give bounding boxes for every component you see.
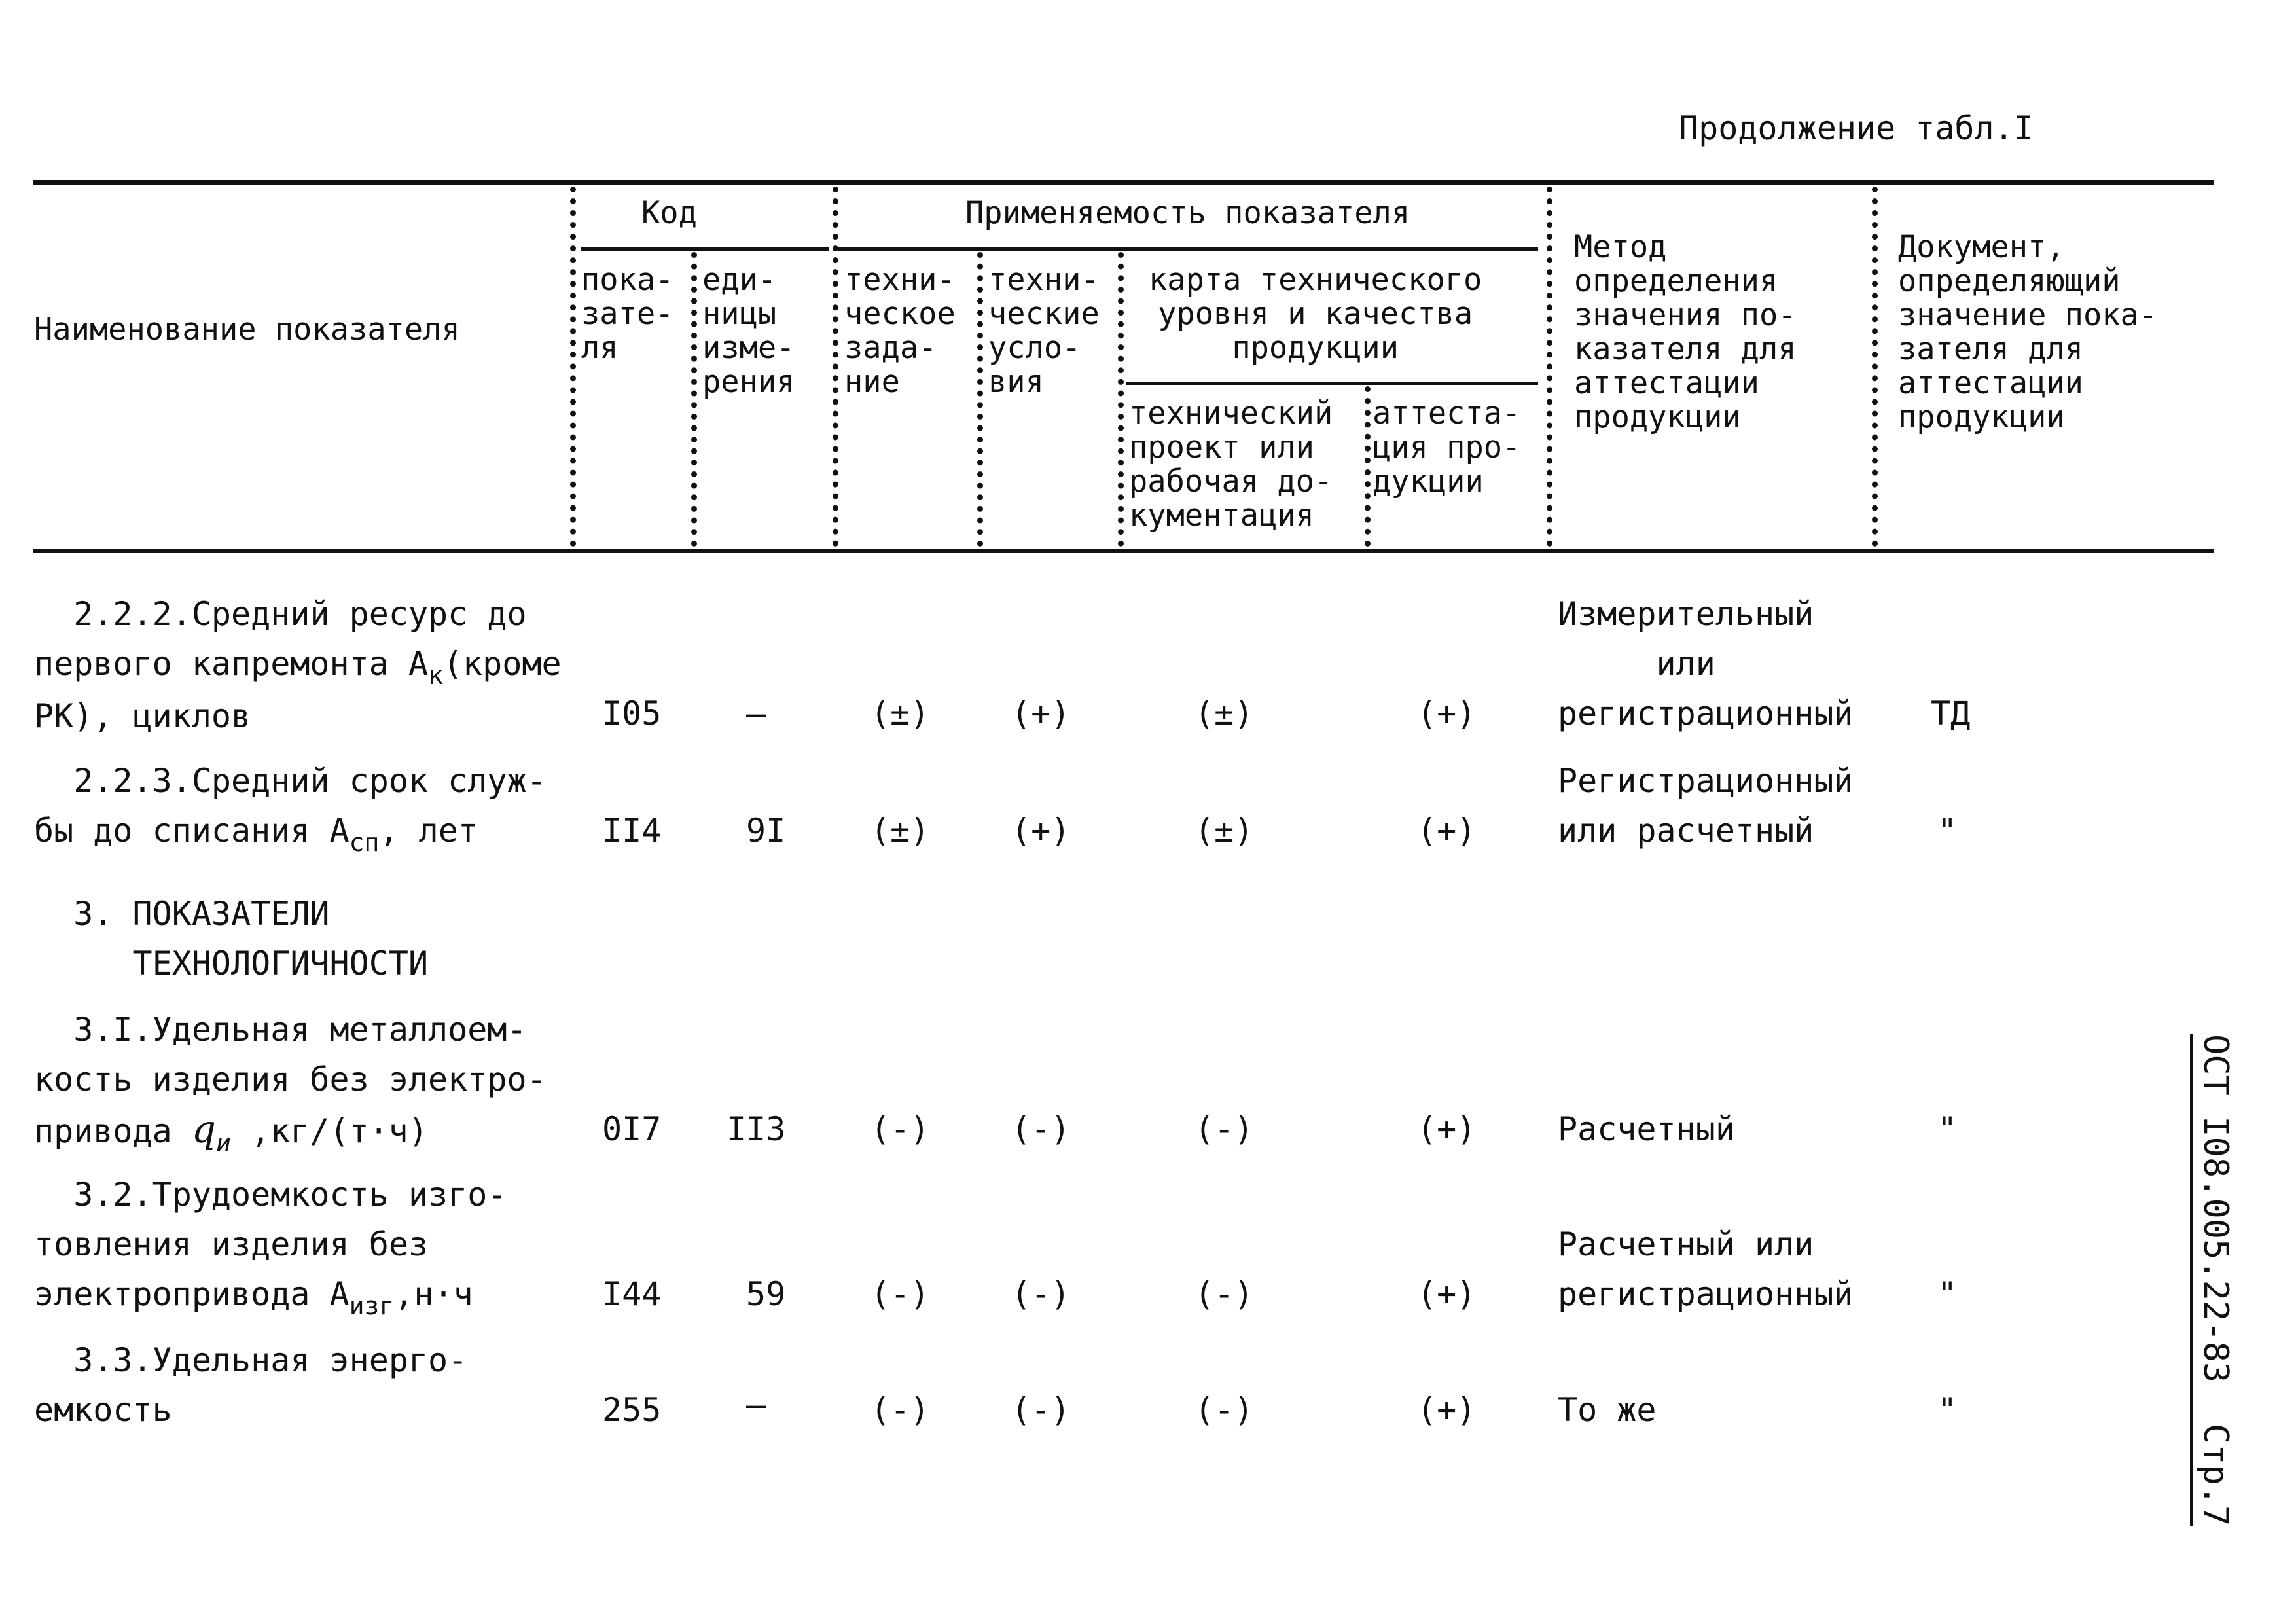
row-att: (+) bbox=[1417, 695, 1477, 732]
header-method: Метод определения значения по- казателя для аттестации продукции bbox=[1574, 229, 1797, 435]
row-name-line: электропривода A bbox=[34, 1275, 350, 1313]
row-symbol: q bbox=[191, 1107, 216, 1151]
row-code: II4 bbox=[602, 812, 662, 850]
row-name bbox=[34, 1170, 507, 1322]
row-name-sub: изг bbox=[349, 1291, 395, 1320]
row-name-line: ,кг/(т·ч) bbox=[230, 1112, 428, 1150]
row-name-line: 3.2.Трудоемкость изго- bbox=[34, 1176, 507, 1214]
header-code-unit: еди- ницы изме- рения bbox=[702, 262, 795, 400]
row-name-line: (кроме bbox=[442, 645, 562, 683]
col-sep-tu bbox=[1118, 252, 1124, 547]
row-att: (+) bbox=[1417, 1391, 1477, 1429]
row-tz: (-) bbox=[870, 1275, 930, 1313]
row-tp: (-) bbox=[1194, 1391, 1254, 1429]
row-doc: " bbox=[1937, 812, 1958, 850]
row-name-line: товления изделия без bbox=[34, 1225, 429, 1263]
row-name bbox=[34, 756, 547, 858]
col-sep-unit bbox=[833, 187, 838, 547]
row-tp: (±) bbox=[1194, 812, 1254, 850]
row-name bbox=[34, 589, 562, 741]
row-tp: (-) bbox=[1194, 1275, 1254, 1313]
row-name-line: кость изделия без электро- bbox=[34, 1060, 547, 1098]
row-method: То же bbox=[1558, 1391, 1657, 1429]
col-sep-att bbox=[1547, 187, 1552, 547]
row-name-line: 2.2.2.Средний ресурс до bbox=[34, 595, 527, 633]
header-document: Документ, определяющий значение пока- зателя для аттестации продукции bbox=[1898, 229, 2158, 435]
row-tu: (+) bbox=[1011, 695, 1071, 732]
card-subrule bbox=[1126, 382, 1538, 385]
row-code: 255 bbox=[602, 1391, 662, 1429]
row-name-sub: сп bbox=[349, 828, 380, 857]
row-name-line: ,н·ч bbox=[394, 1275, 473, 1313]
header-bottom-rule bbox=[33, 549, 2214, 553]
row-tz: (±) bbox=[870, 812, 930, 850]
row-tp: (-) bbox=[1194, 1110, 1254, 1148]
row-tz: (-) bbox=[870, 1391, 930, 1429]
row-name-line: 2.2.3.Средний срок служ- bbox=[34, 762, 547, 800]
side-document-label: ОСТ I08.005.22-83 Стр.7 bbox=[2190, 1034, 2235, 1526]
row-tu: (+) bbox=[1011, 812, 1071, 850]
col-sep-code bbox=[691, 252, 697, 547]
row-code: 0I7 bbox=[602, 1110, 662, 1148]
row-att: (+) bbox=[1417, 812, 1477, 850]
row-name-line: 3.3.Удельная энерго- bbox=[34, 1341, 468, 1379]
row-code: I44 bbox=[602, 1275, 662, 1313]
col-sep-method bbox=[1872, 187, 1878, 547]
header-card: карта технического уровня и качества продукции bbox=[1149, 262, 1482, 366]
row-unit: – bbox=[746, 695, 766, 732]
row-symbol-sub: и bbox=[215, 1128, 231, 1157]
row-name-line: бы до списания A bbox=[34, 812, 350, 850]
header-tech-project: технический проект или рабочая до- кументация bbox=[1129, 395, 1333, 533]
row-doc: ТД bbox=[1931, 695, 1971, 732]
row-symbol: A bbox=[408, 645, 429, 683]
row-name-line: привода bbox=[34, 1112, 192, 1150]
row-att: (+) bbox=[1417, 1275, 1477, 1313]
row-method: Расчетный или регистрационный bbox=[1558, 1225, 1854, 1313]
header-tech-conditions: техни- ческие усло- вия bbox=[988, 262, 1100, 400]
applicability-subrule bbox=[838, 247, 1538, 251]
header-attestation: аттеста- ция про- дукции bbox=[1372, 395, 1521, 499]
row-doc: " bbox=[1937, 1275, 1958, 1313]
col-sep-tz bbox=[977, 252, 983, 547]
row-name-line: первого капремонта bbox=[34, 645, 408, 683]
row-symbol-sub: к bbox=[428, 661, 443, 690]
row-method: Регистрационный или расчетный bbox=[1558, 762, 1854, 850]
section-heading: 3. ПОКАЗАТЕЛИ ТЕХНОЛОГИЧНОСТИ bbox=[73, 895, 429, 983]
row-tu: (-) bbox=[1011, 1391, 1071, 1429]
row-name bbox=[34, 1005, 547, 1159]
row-tu: (-) bbox=[1011, 1110, 1071, 1148]
row-tz: (±) bbox=[870, 695, 930, 732]
header-code-indicator: пока- зате- ля bbox=[581, 262, 674, 366]
row-doc: " bbox=[1937, 1391, 1958, 1429]
row-doc: " bbox=[1937, 1110, 1958, 1148]
row-code: I05 bbox=[602, 695, 662, 732]
row-name bbox=[34, 1335, 467, 1435]
code-subrule bbox=[581, 247, 829, 251]
header-name: Наименование показателя bbox=[34, 312, 460, 348]
row-method: Измерительный или регистрационный bbox=[1558, 595, 1854, 732]
row-name-line: емкость bbox=[34, 1391, 172, 1429]
col-sep-name bbox=[570, 187, 576, 547]
table-caption: Продолжение табл.I bbox=[1679, 109, 2034, 147]
header-tech-task: техни- ческое зада- ние bbox=[844, 262, 956, 400]
row-name-line: РК), циклов bbox=[34, 697, 251, 735]
col-sep-tp bbox=[1365, 386, 1371, 547]
row-att: (+) bbox=[1417, 1110, 1477, 1148]
row-unit: 59 bbox=[746, 1275, 786, 1313]
row-tu: (-) bbox=[1011, 1275, 1071, 1313]
row-name-line: 3.I.Удельная металлоем- bbox=[34, 1011, 527, 1049]
row-name-line: , лет bbox=[379, 812, 478, 850]
row-unit: II3 bbox=[726, 1110, 786, 1148]
row-tz: (-) bbox=[870, 1110, 930, 1148]
header-applicability: Применяемость показателя bbox=[965, 195, 1410, 231]
row-method: Расчетный bbox=[1558, 1110, 1735, 1148]
header-code: Код bbox=[641, 195, 697, 231]
row-unit: – bbox=[746, 1386, 766, 1424]
header-top-rule bbox=[33, 180, 2214, 185]
row-tp: (±) bbox=[1194, 695, 1254, 732]
row-unit: 9I bbox=[746, 812, 786, 850]
